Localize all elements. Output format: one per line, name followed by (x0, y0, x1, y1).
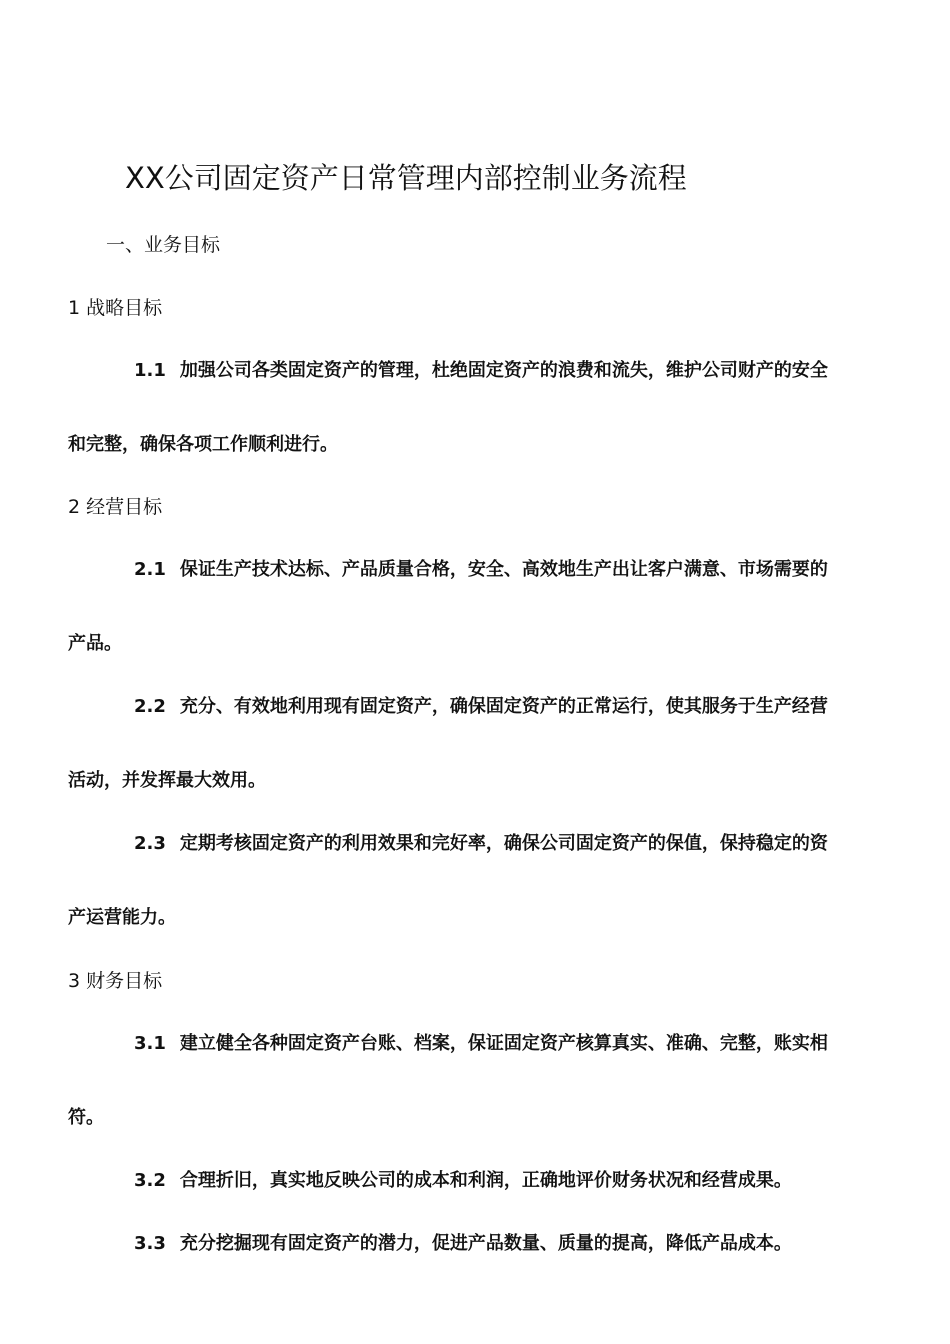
goal-item-2-3 (68, 829, 884, 929)
goal-item-number: 3.2 (134, 1170, 166, 1191)
goal-item-text: 定期考核固定资产的利用效果和完好率，确保公司固定资产的保值，保持稳定的资 (179, 833, 828, 854)
goal-item-text: 合理折旧，真实地反映公司的成本和利润，正确地评价财务状况和经营成果。 (179, 1170, 792, 1191)
document-title: XX公司固定资产日常管理内部控制业务流程 (125, 161, 687, 195)
goal-heading-strategic: 1 战略目标 (68, 297, 163, 319)
goal-item-3-3 (134, 1229, 792, 1255)
goal-item-3-1 (68, 1029, 884, 1129)
goal-item-text: 保证生产技术达标、产品质量合格，安全、高效地生产出让客户满意、市场需要的 (179, 559, 828, 580)
goal-item-2-2 (68, 692, 884, 792)
goal-item-number: 2.2 (134, 696, 166, 717)
goal-item-continuation: 产运营能力。 (68, 907, 176, 928)
goal-item-number: 3.1 (134, 1033, 166, 1054)
goal-item-2-1 (68, 555, 884, 655)
goal-item-text: 充分挖掘现有固定资产的潜力，促进产品数量、质量的提高，降低产品成本。 (179, 1233, 792, 1254)
goal-item-number: 3.3 (134, 1233, 166, 1254)
goal-item-text: 建立健全各种固定资产台账、档案，保证固定资产核算真实、准确、完整，账实相 (179, 1033, 828, 1054)
goal-heading-financial: 3 财务目标 (68, 970, 163, 992)
goal-item-number: 2.1 (134, 559, 166, 580)
goal-item-continuation: 和完整，确保各项工作顺利进行。 (68, 434, 338, 455)
goal-item-line (68, 1029, 884, 1055)
goal-item-continuation: 产品。 (68, 633, 122, 654)
goal-item-number: 2.3 (134, 833, 166, 854)
goal-item-line (68, 555, 884, 581)
goal-heading-operational: 2 经营目标 (68, 496, 163, 518)
goal-item-line (68, 829, 884, 855)
goal-item-line (68, 356, 884, 382)
goal-item-line (68, 692, 884, 718)
goal-item-1-1 (68, 356, 884, 456)
goal-item-continuation: 活动，并发挥最大效用。 (68, 770, 266, 791)
goal-item-number: 1.1 (134, 360, 166, 381)
goal-item-text: 充分、有效地利用现有固定资产，确保固定资产的正常运行，使其服务于生产经营 (179, 696, 828, 717)
goal-item-text: 加强公司各类固定资产的管理，杜绝固定资产的浪费和流失，维护公司财产的安全 (179, 360, 828, 381)
goal-item-continuation: 符。 (68, 1107, 104, 1128)
section-heading: 一、业务目标 (106, 234, 221, 256)
goal-item-3-2 (134, 1166, 792, 1192)
